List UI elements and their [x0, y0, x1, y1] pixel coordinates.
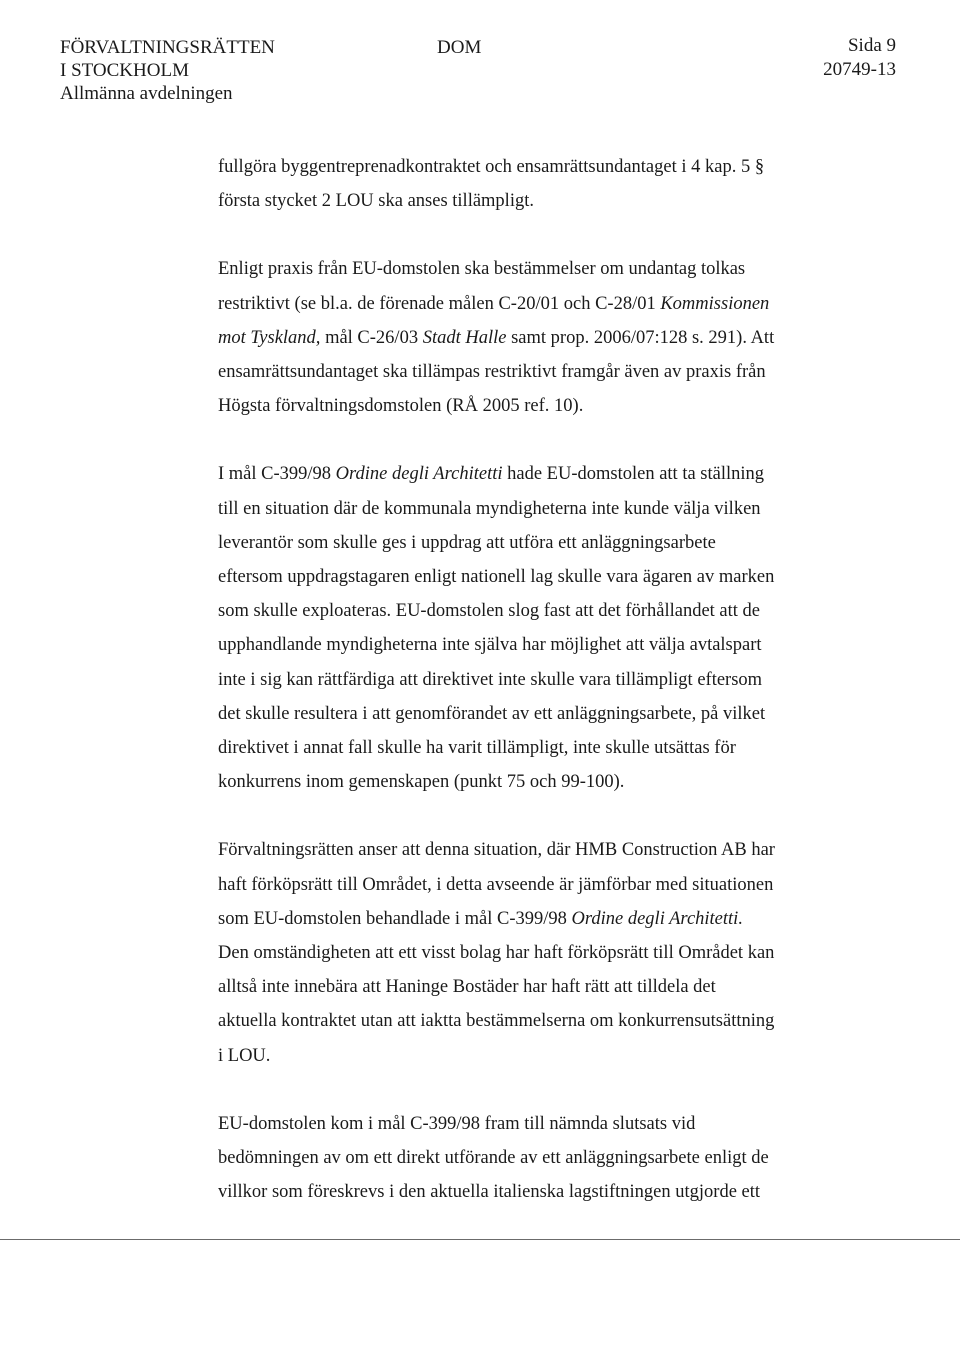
court-division: Allmänna avdelningen: [60, 83, 233, 104]
text-line: [218, 389, 818, 423]
text-line: [218, 1107, 818, 1141]
text-run: direktivet i annat fall skulle ha varit tillämpligt, inte skulle utsättas för: [218, 738, 736, 759]
text-run: Förvaltningsrätten anser att denna situation, där HMB Construction AB har: [218, 840, 775, 861]
text-run: första stycket 2 LOU ska anses tillämpligt.: [218, 191, 534, 212]
text-run: till en situation där de kommunala myndigheterna inte kunde välja vilken: [218, 498, 761, 519]
text-line: [218, 184, 818, 218]
text-run: restriktivt (se bl.a. de förenade målen C-20/01 och C-28/01: [218, 293, 661, 314]
italic-text: Ordine degli Architetti: [335, 464, 503, 485]
italic-text: mot Tyskland,: [218, 327, 321, 348]
text-run: aktuella kontraktet utan att iakttа bestämmelserna om konkurrensutsättning: [218, 1011, 775, 1032]
text-run: konkurrens inom gemenskapen (punkt 75 och 99-100).: [218, 772, 625, 793]
court-name: FÖRVALTNINGSRÄTTEN: [60, 37, 275, 58]
text-run: haft förköpsrätt till Området, i detta avseende är jämförbar med situationen: [218, 874, 774, 895]
paragraph: [218, 1107, 818, 1210]
text-line: [218, 1175, 818, 1209]
text-run: det skulle resultera i att genomförandet av ett anläggningsarbete, på vilket: [218, 703, 766, 724]
paragraph: [218, 252, 818, 423]
text-line: [218, 1141, 818, 1175]
text-line: [218, 252, 818, 286]
body-text: [218, 150, 818, 1209]
text-line: [218, 457, 818, 491]
text-run: fullgöra byggentreprenadkontraktet och ensamrättsundantaget i 4 kap. 5 §: [218, 157, 765, 177]
text-line: [218, 868, 818, 902]
text-run: alltså inte innebära att Haninge Bostäder har haft rätt att tilldela det: [218, 977, 716, 998]
text-line: [218, 321, 818, 355]
court-city: I STOCKHOLM: [60, 60, 189, 81]
italic-text: Kommissionen: [660, 293, 770, 314]
text-run: Högsta förvaltningsdomstolen (RÅ 2005 ref. 10).: [218, 396, 584, 417]
page-number: Sida 9: [847, 35, 896, 56]
text-run: eftersom uppdragstagaren enligt nationell lag skulle vara ägaren av marken: [218, 567, 775, 588]
paragraph: [218, 150, 818, 218]
text-run: EU-domstolen kom i mål C-399/98 fram till nämnda slutsats vid: [218, 1113, 696, 1134]
text-line: [218, 355, 818, 389]
text-run: hade EU-domstolen att ta ställning: [502, 464, 765, 485]
document-type: DOM: [437, 37, 482, 58]
text-run: inte i sig kan rättfärdiga att direktivet inte skulle vara tillämpligt eftersom: [218, 669, 763, 690]
text-line: [218, 833, 818, 867]
italic-text: Ordine degli Architetti.: [571, 908, 743, 929]
paragraph: [218, 833, 818, 1072]
italic-text: Stadt Halle: [422, 327, 507, 348]
text-line: [218, 594, 818, 628]
text-line: [218, 287, 818, 321]
page-divider: [0, 1239, 960, 1240]
page-info: [823, 34, 896, 82]
text-run: leverantör som skulle ges i uppdrag att utföra ett anläggningsarbete: [218, 532, 716, 553]
text-run: ensamrättsundantaget ska tillämpas restriktivt framgår även av praxis från: [218, 362, 766, 383]
text-line: [218, 731, 818, 765]
court-header: [60, 36, 275, 105]
text-line: [218, 628, 818, 662]
text-run: bedömningen av om ett direkt utförande av ett anläggningsarbete enligt de: [218, 1148, 769, 1169]
case-number: 20749-13: [823, 59, 896, 80]
text-run: Enligt praxis från EU-domstolen ska bestämmelser om undantag tolkas: [218, 259, 746, 280]
text-run: I mål C-399/98: [218, 464, 336, 485]
text-run: villkor som föreskrevs i den aktuella italienska lagstiftningen utgjorde ett: [218, 1182, 761, 1203]
text-run: upphandlande myndigheterna inte själva har möjlighet att välja avtalspart: [218, 635, 762, 656]
text-run: som EU-domstolen behandlade i mål C-399/98: [218, 908, 572, 929]
text-line: [218, 663, 818, 697]
text-line: [218, 902, 818, 936]
paragraph: [218, 457, 818, 799]
text-line: [218, 936, 818, 970]
text-run: samt prop. 2006/07:128 s. 291). Att: [506, 327, 775, 348]
text-line: [218, 970, 818, 1004]
text-line: [218, 1039, 818, 1073]
text-run: som skulle exploateras. EU-domstolen slog fast att det förhållandet att de: [218, 601, 761, 622]
text-line: [218, 697, 818, 731]
text-line: [218, 560, 818, 594]
text-run: Den omständigheten att ett visst bolag har haft förköpsrätt till Området kan: [218, 943, 775, 964]
text-line: [218, 150, 818, 184]
text-run: mål C-26/03: [320, 327, 423, 348]
text-line: [218, 1004, 818, 1038]
text-line: [218, 526, 818, 560]
text-line: [218, 765, 818, 799]
text-line: [218, 492, 818, 526]
text-run: i LOU.: [218, 1045, 271, 1066]
